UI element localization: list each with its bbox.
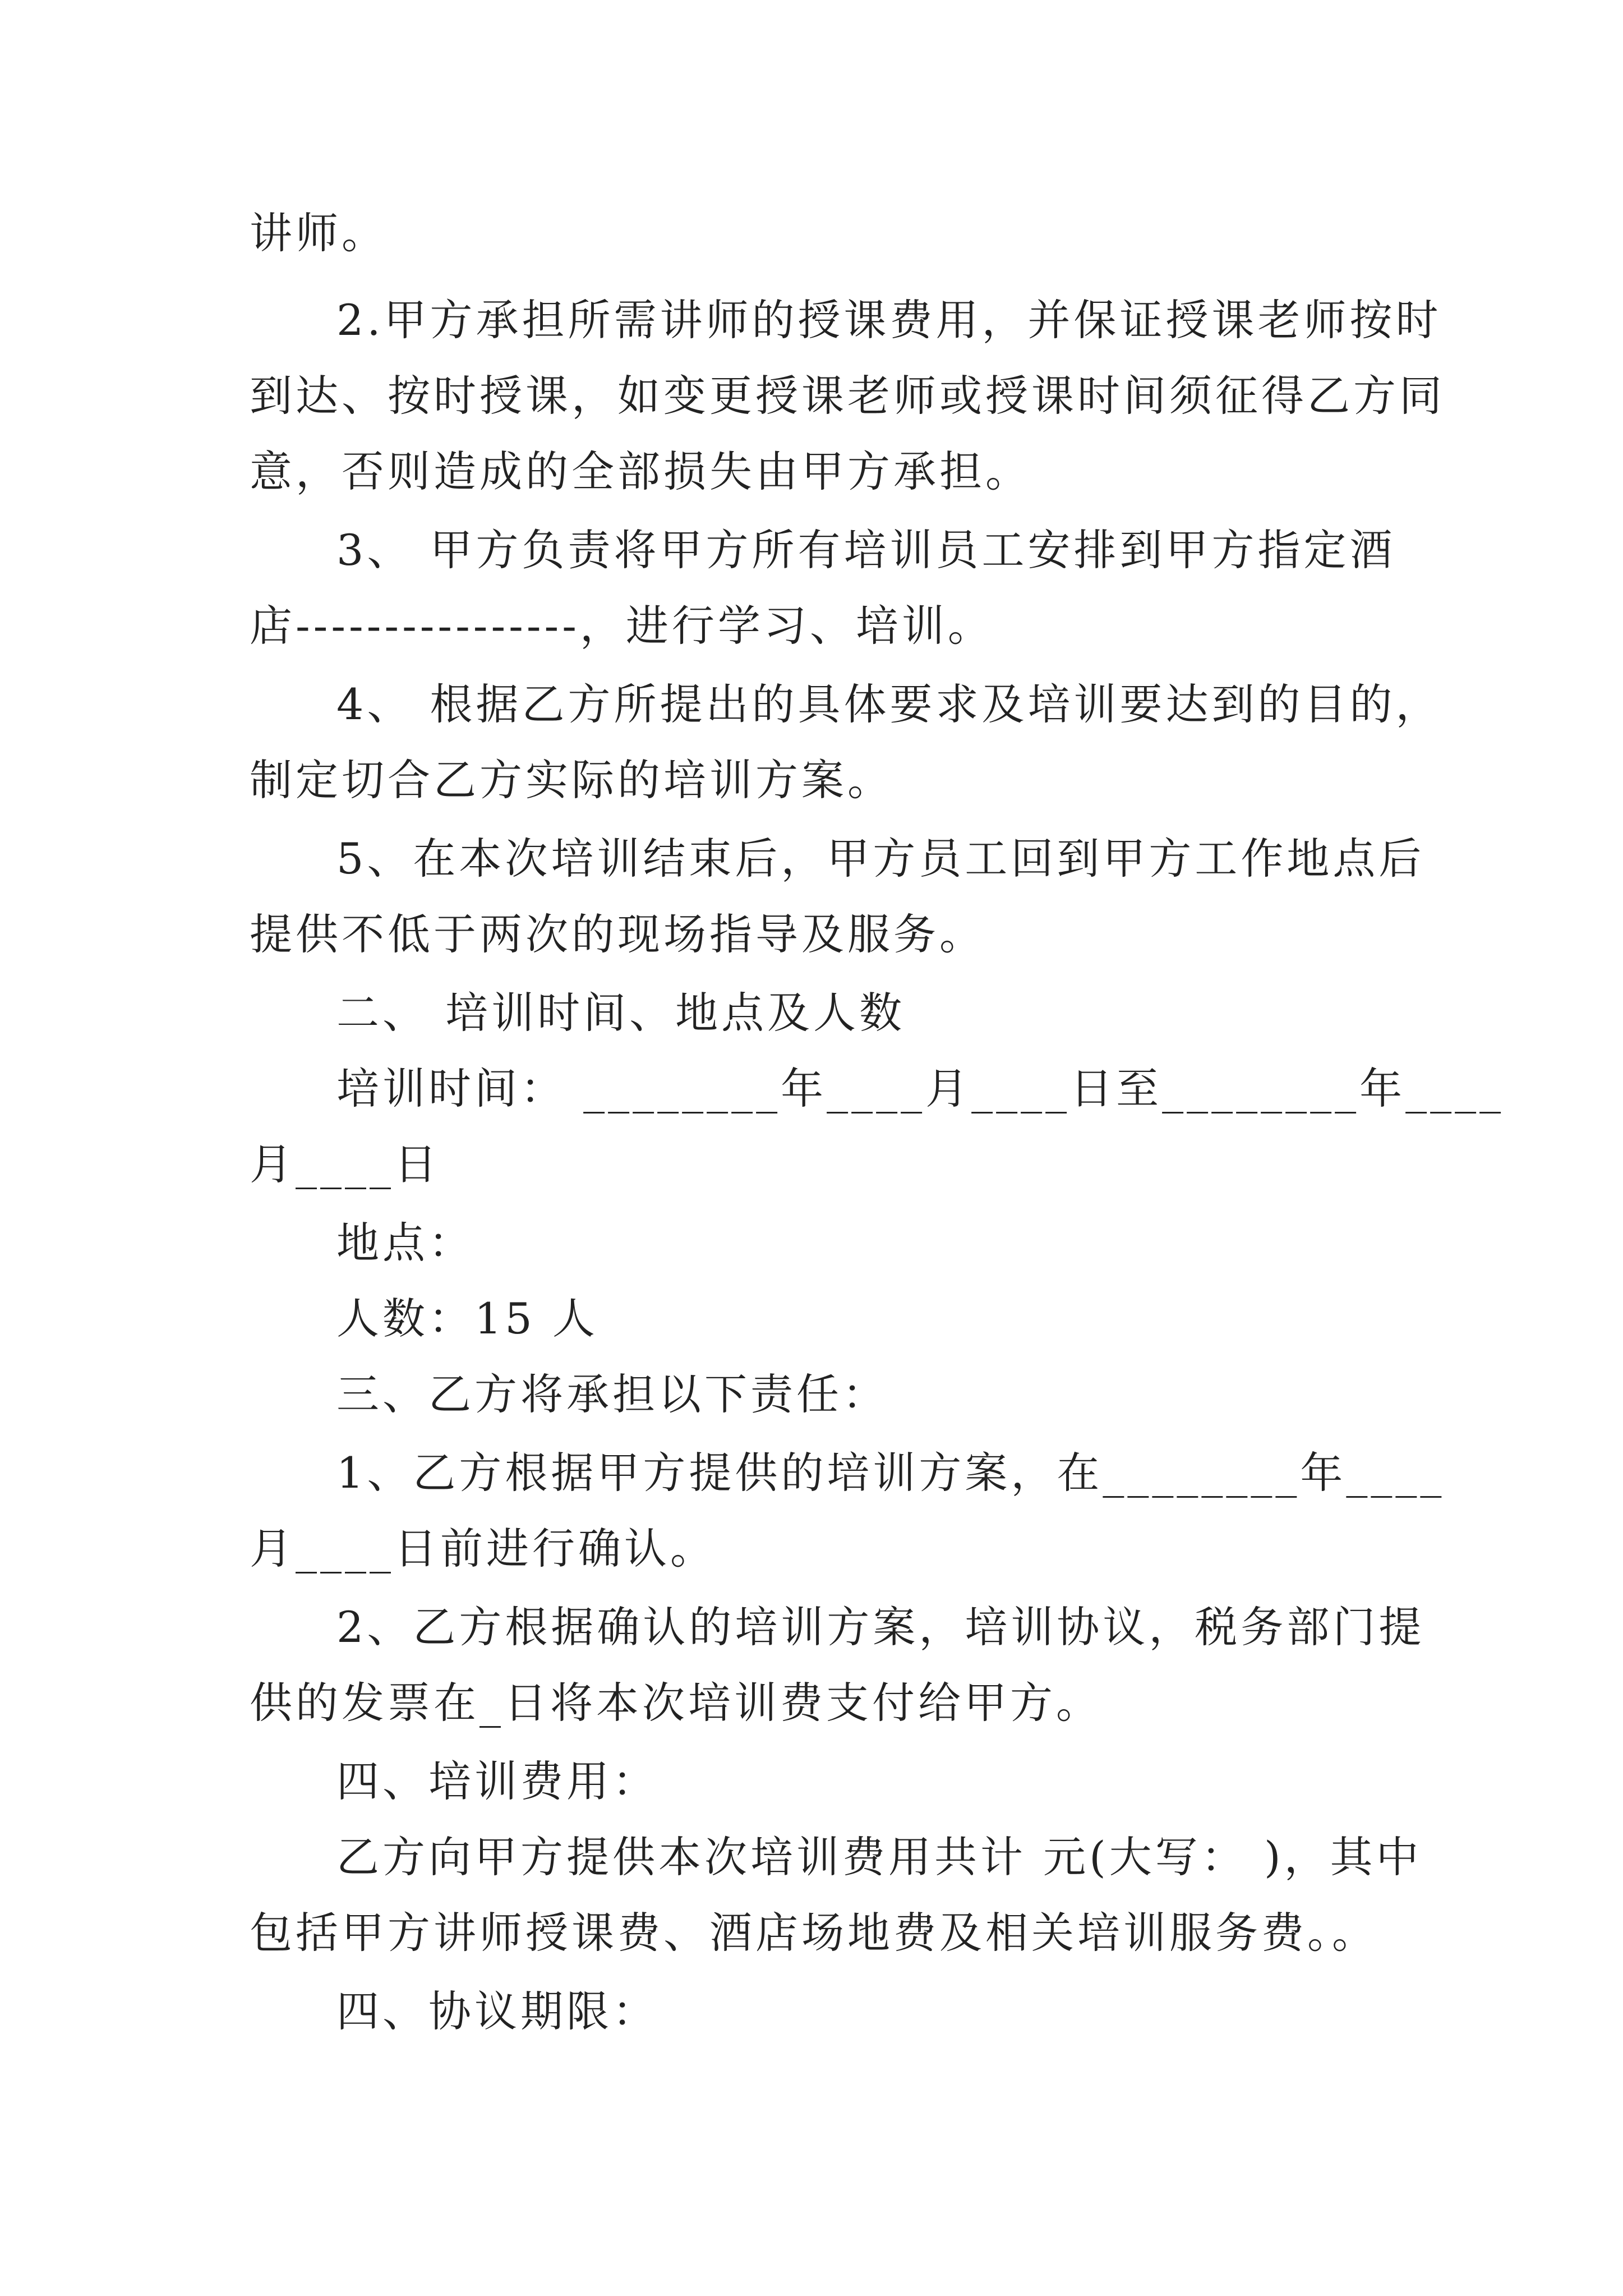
text-line: 乙方向甲方提供本次培训费用共计 元(大写： )，其中	[336, 1832, 1422, 1882]
text-line: 到达、按时授课，如变更授课老师或授课时间须征得乙方同	[250, 371, 1445, 421]
text-line: 培训时间： ________年____月____日至________年____	[336, 1064, 1505, 1114]
section-heading: 二、 培训时间、地点及人数	[336, 988, 906, 1038]
text-line: 意，否则造成的全部损失由甲方承担。	[250, 447, 1031, 496]
section-heading: 三、乙方将承担以下责任：	[336, 1369, 888, 1419]
text-line: 2、乙方根据确认的培训方案，培训协议，税务部门提	[336, 1602, 1425, 1652]
text-line: 讲师。	[250, 208, 388, 258]
text-line: 2.甲方承担所需讲师的授课费用，并保证授课老师按时	[336, 295, 1442, 345]
text-line: 5、在本次培训结束后，甲方员工回到甲方工作地点后	[336, 834, 1425, 884]
text-line: 供的发票在_日将本次培训费支付给甲方。	[250, 1678, 1102, 1728]
section-heading: 四、协议期限：	[336, 1986, 658, 2036]
section-heading: 四、培训费用：	[336, 1756, 658, 1806]
text-line: 1、乙方根据甲方提供的培训方案，在________年____	[336, 1448, 1445, 1498]
text-line: 4、 根据乙方所提出的具体要求及培训要达到的目的，	[336, 679, 1442, 729]
text-line: 月____日	[250, 1139, 440, 1189]
text-line: 提供不低于两次的现场指导及服务。	[250, 909, 985, 959]
text-line: 地点：	[336, 1218, 474, 1268]
text-line: 人数：15 人	[336, 1294, 598, 1343]
text-line: 店----------------，进行学习、培训。	[250, 601, 994, 651]
text-line: 月____日前进行确认。	[250, 1524, 716, 1573]
text-line: 包括甲方讲师授课费、酒店场地费及相关培训服务费。。	[250, 1908, 1378, 1958]
text-line: 制定切合乙方实际的培训方案。	[250, 755, 893, 805]
text-line: 3、 甲方负责将甲方所有培训员工安排到甲方指定酒	[336, 525, 1396, 575]
